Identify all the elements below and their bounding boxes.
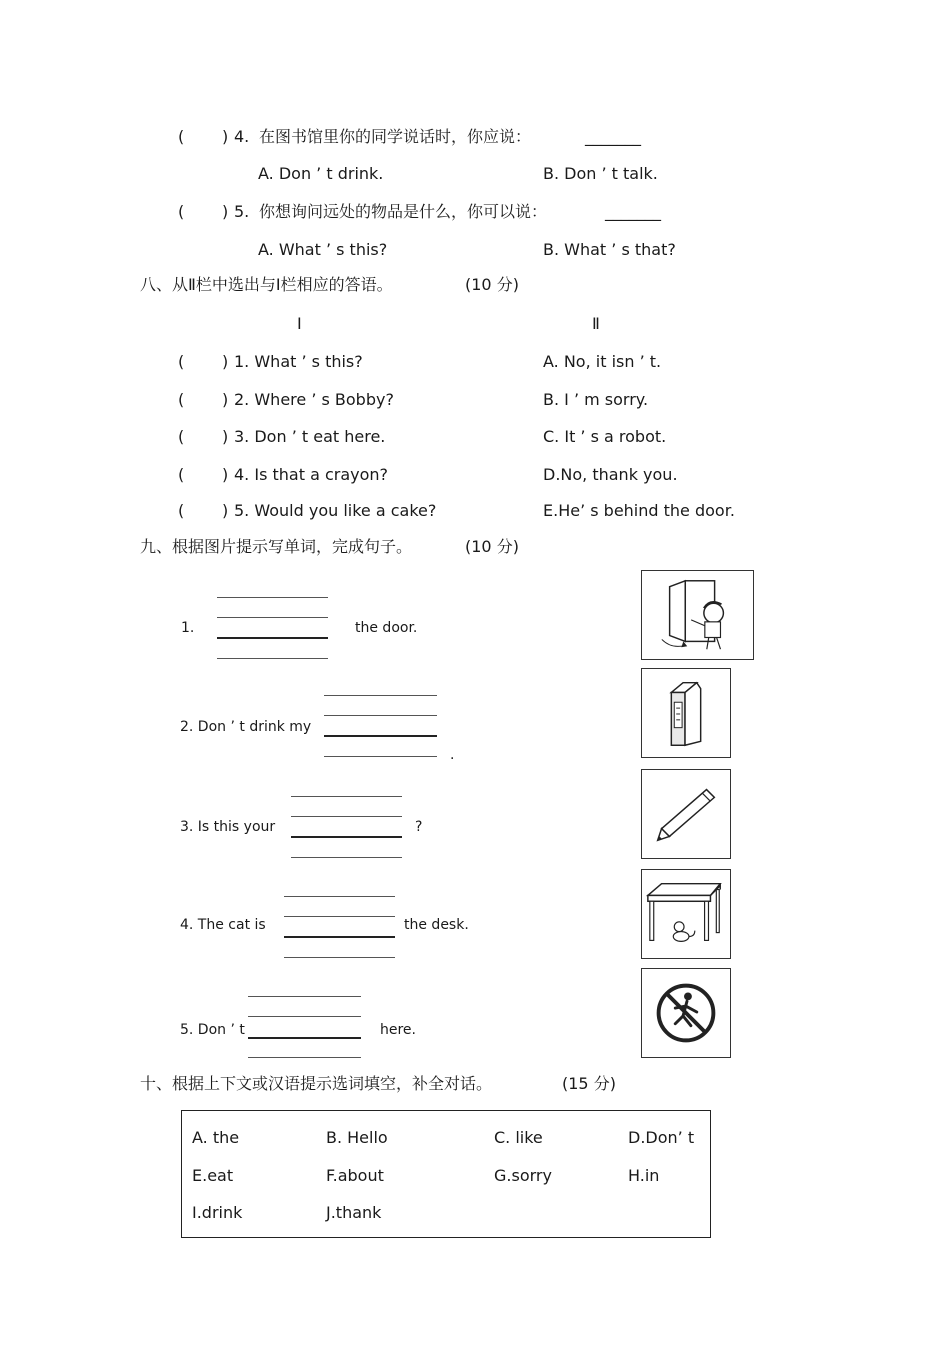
answer-paren-open: ( — [178, 501, 185, 520]
writing-line — [217, 658, 328, 659]
desk-picture — [641, 869, 731, 959]
writing-line — [217, 597, 328, 598]
word-option: D.Don’ t — [628, 1128, 695, 1147]
match-answer: B. I ’ m sorry. — [543, 390, 649, 409]
match-answer: E.He’ s behind the door. — [543, 501, 735, 520]
writing-line — [324, 695, 437, 696]
writing-line — [284, 916, 395, 917]
no-running-sign-icon — [642, 969, 730, 1057]
match-question: 2. Where ’ s Bobby? — [234, 390, 394, 409]
writing-baseline — [284, 936, 395, 938]
question-prompt: 你想询问远处的物品是什么，你可以说： — [259, 202, 548, 221]
fill-item-1-prefix: 1. — [181, 620, 195, 636]
pencil-icon — [642, 770, 730, 858]
answer-paren-close: ) — [222, 202, 229, 221]
option-b: B. Don ’ t talk. — [543, 164, 658, 183]
writing-line — [248, 1057, 361, 1058]
writing-line — [248, 996, 361, 997]
match-answer: D.No, thank you. — [543, 465, 678, 484]
writing-line — [284, 957, 395, 958]
answer-paren-close[interactable]: ) — [222, 390, 229, 409]
section-10-score: (15 分) — [562, 1074, 616, 1093]
section-8-heading: 八、从Ⅱ栏中选出与Ⅰ栏相应的答语。 — [140, 275, 393, 294]
fill-item-1-suffix: the door. — [355, 620, 418, 636]
fill-item-2-suffix: . — [450, 747, 455, 763]
answer-paren-close: ) — [222, 127, 229, 146]
word-option: G.sorry — [494, 1166, 552, 1185]
answer-paren-open: ( — [178, 352, 185, 371]
answer-blank[interactable]: _______ — [605, 202, 661, 221]
word-option: E.eat — [192, 1166, 234, 1185]
answer-blank[interactable]: _______ — [585, 127, 641, 146]
writing-line — [291, 816, 402, 817]
option-b: B. What ’ s that? — [543, 240, 676, 259]
child-opening-door-icon — [642, 571, 753, 659]
question-prompt: 在图书馆里你的同学说话时，你应说： — [259, 127, 532, 146]
writing-baseline — [248, 1037, 361, 1039]
question-number: 4. — [234, 127, 250, 146]
word-option: F.about — [326, 1166, 384, 1185]
answer-paren-close[interactable]: ) — [222, 352, 229, 371]
match-question: 5. Would you like a cake? — [234, 501, 437, 520]
word-option: H.in — [628, 1166, 660, 1185]
match-question: 4. Is that a crayon? — [234, 465, 389, 484]
door-picture — [641, 570, 754, 660]
no-running-picture — [641, 968, 731, 1058]
pencil-picture — [641, 769, 731, 859]
answer-paren-open: ( — [178, 427, 185, 446]
match-question: 3. Don ’ t eat here. — [234, 427, 386, 446]
fill-item-4-suffix: the desk. — [404, 917, 469, 933]
column-2-label: Ⅱ — [592, 314, 600, 333]
milk-carton-icon — [642, 669, 730, 757]
section-9-heading: 九、根据图片提示写单词，完成句子。 — [140, 537, 413, 556]
writing-baseline — [324, 735, 437, 737]
writing-line — [291, 796, 402, 797]
fill-item-4-prefix: 4. The cat is — [180, 917, 266, 933]
option-a: A. Don ’ t drink. — [258, 164, 384, 183]
answer-paren-close[interactable]: ) — [222, 501, 229, 520]
word-option: J.thank — [326, 1203, 382, 1222]
section-9-score: (10 分) — [465, 537, 519, 556]
option-a: A. What ’ s this? — [258, 240, 388, 259]
section-8-score: (10 分) — [465, 275, 519, 294]
writing-line — [324, 756, 437, 757]
answer-paren-close[interactable]: ) — [222, 465, 229, 484]
fill-item-5-prefix: 5. Don ’ t — [180, 1022, 245, 1038]
word-option: A. the — [192, 1128, 240, 1147]
match-answer: A. No, it isn ’ t. — [543, 352, 662, 371]
fill-item-3-suffix: ? — [415, 819, 423, 835]
fill-item-3-prefix: 3. Is this your — [180, 819, 276, 835]
writing-line — [217, 617, 328, 618]
milk-picture — [641, 668, 731, 758]
match-question: 1. What ’ s this? — [234, 352, 363, 371]
answer-paren-open: ( — [178, 202, 185, 221]
word-option: I.drink — [192, 1203, 243, 1222]
writing-line — [284, 896, 395, 897]
answer-paren-open: ( — [178, 390, 185, 409]
writing-line — [248, 1016, 361, 1017]
cat-under-desk-icon — [642, 870, 730, 958]
section-10-heading: 十、根据上下文或汉语提示选词填空，补全对话。 — [140, 1074, 493, 1093]
writing-baseline — [217, 637, 328, 639]
answer-paren-close[interactable]: ) — [222, 427, 229, 446]
column-1-label: Ⅰ — [297, 314, 302, 333]
answer-paren-open: ( — [178, 127, 185, 146]
fill-item-2-prefix: 2. Don ’ t drink my — [180, 719, 312, 735]
question-number: 5. — [234, 202, 250, 221]
word-option: B. Hello — [326, 1128, 388, 1147]
writing-line — [291, 857, 402, 858]
word-option: C. like — [494, 1128, 543, 1147]
writing-line — [324, 715, 437, 716]
answer-paren-open: ( — [178, 465, 185, 484]
fill-item-5-suffix: here. — [380, 1022, 416, 1038]
match-answer: C. It ’ s a robot. — [543, 427, 667, 446]
writing-baseline — [291, 836, 402, 838]
